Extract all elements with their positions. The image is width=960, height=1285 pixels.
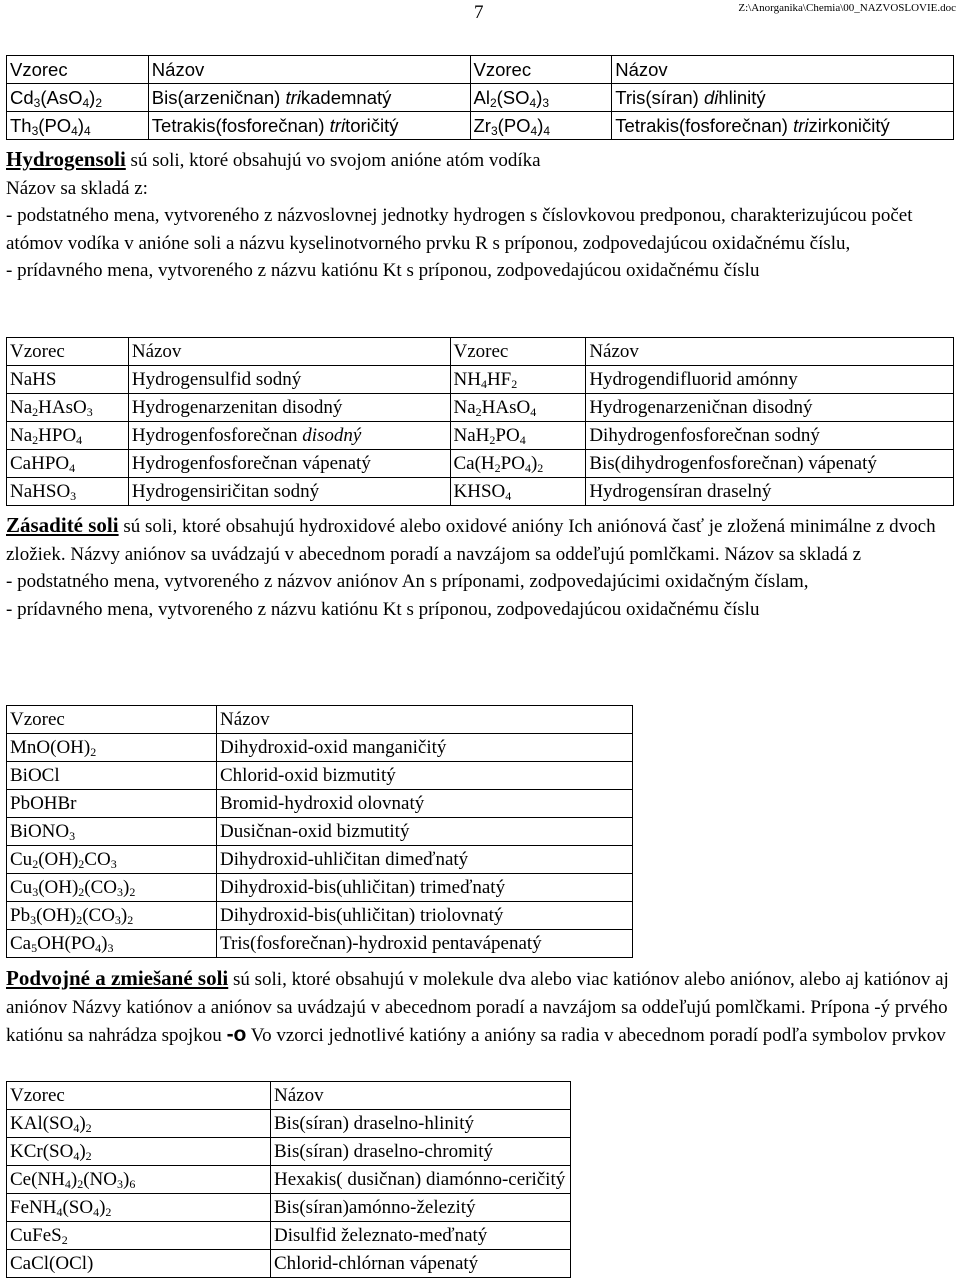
name-cell: Hydrogensulfid sodný <box>128 366 450 394</box>
formula-cell: $NH_4HF_2$ <box>450 366 586 394</box>
formula-cell: CuFeS$_2$ <box>7 1222 271 1250</box>
hydrogensoli-intro-text: sú soli, ktoré obsahujú vo svojom anióne atóm vodíka <box>125 150 541 171</box>
column-header: Názov <box>217 706 633 734</box>
table-row <box>7 930 633 958</box>
column-header: Názov <box>128 338 450 366</box>
formula-cell: NaHSO$_3$ <box>7 478 129 506</box>
zasadite-table <box>6 705 633 958</box>
table-row <box>7 1222 571 1250</box>
hydrogensoli-table <box>6 337 954 506</box>
column-header: Vzorec <box>450 338 586 366</box>
formula-cell: $Ce(NH_4)_2(NO_3)_6$ <box>7 1166 271 1194</box>
table-row <box>7 790 633 818</box>
name-cell: Hydrogendifluorid amónny <box>586 366 954 394</box>
column-header: Názov <box>586 338 954 366</box>
hydrogensoli-item-2: - prídavného mena, vytvoreného z názvu katiónu Kt s príponou, zodpovedajúcou oxidačnému číslu <box>6 260 760 281</box>
connector-o: -o <box>226 1023 247 1046</box>
page-number: 7 <box>474 2 484 23</box>
name-cell: Tetrakis(fosforečnan) trizirkoničitý <box>612 112 954 140</box>
name-cell: Hydrogensíran draselný <box>586 478 954 506</box>
name-cell: Dihydroxid-bis(uhličitan) triolovnatý <box>217 902 633 930</box>
formula-cell: $Ca_5OH(PO_4)_3$ <box>7 930 217 958</box>
table-row <box>7 84 954 112</box>
hydrogensoli-intro <box>6 146 954 175</box>
column-header: Vzorec <box>7 338 129 366</box>
formula-cell: BiONO$_3$ <box>7 818 217 846</box>
zasadite-intro <box>6 512 954 568</box>
name-cell: Bis(síran) draselno-chromitý <box>271 1138 571 1166</box>
zasadite-section <box>6 512 954 623</box>
table-header-row <box>7 338 954 366</box>
formula-cell: CaCl(OCl) <box>7 1250 271 1278</box>
zasadite-heading: Zásadité soli <box>6 513 119 537</box>
table-podvojne <box>6 1081 954 1278</box>
hydrogensoli-item-1: - podstatného mena, vytvoreného z názvoslovnej jednotky hydrogen s číslovkovou predponou, charakterizujúcou počet atómov vodíka v anióne soli a názvu kyselinotvorného prvku R s príponou, zodpovedajúcou oxidačnému číslu, <box>6 205 913 254</box>
name-cell: Hydrogensiričitan sodný <box>128 478 450 506</box>
name-cell: Hydrogenfosforečnan disodný <box>128 422 450 450</box>
name-cell: Tris(síran) dihlinitý <box>612 84 954 112</box>
formula-cell: NaHS <box>7 366 129 394</box>
podvojne-table <box>6 1081 571 1278</box>
table-row <box>7 1250 571 1278</box>
name-cell: Hexakis( dusičnan) diamónno-ceričitý <box>271 1166 571 1194</box>
name-cell: Bis(arzeničnan) trikademnatý <box>148 84 470 112</box>
podvojne-heading: Podvojné a zmiešané soli <box>6 966 229 990</box>
table-row <box>7 734 633 762</box>
table-row <box>7 1194 571 1222</box>
formula-cell: $Pb_3(OH)_2(CO_3)_2$ <box>7 902 217 930</box>
formula-cell: $Na_2HPO_4$ <box>7 422 129 450</box>
name-cell: Tetrakis(fosforečnan) tritoričitý <box>148 112 470 140</box>
table-row <box>7 1138 571 1166</box>
table-row <box>7 846 633 874</box>
table-row <box>7 902 633 930</box>
column-header: Vzorec <box>470 56 612 84</box>
zasadite-item-2: - prídavného mena, vytvoreného z názvu katiónu Kt s príponou, zodpovedajúcou oxidačnému číslu <box>6 598 760 620</box>
zasadite-item-1: - podstatného mena, vytvoreného z názvov aniónov An s príponami, zodpovedajúcimi oxidačným číslam, <box>6 571 809 592</box>
table-basic-salts <box>6 55 954 140</box>
name-cell: Bis(síran) draselno-hlinitý <box>271 1110 571 1138</box>
formula-cell: $KAl(SO_4)_2$ <box>7 1110 271 1138</box>
hydrogensoli-composition: Názov sa skladá z: <box>6 177 148 199</box>
podvojne-text <box>6 965 954 1050</box>
table-header-row <box>7 56 954 84</box>
name-cell: Dihydroxid-uhličitan dimeďnatý <box>217 846 633 874</box>
table-row <box>7 366 954 394</box>
column-header: Názov <box>612 56 954 84</box>
formula-cell: $Cu_3(OH)_2(CO_3)_2$ <box>7 874 217 902</box>
formula-cell: $Ca(H_2PO_4)_2$ <box>450 450 586 478</box>
table-header-row <box>7 706 633 734</box>
table-row <box>7 478 954 506</box>
table-row <box>7 874 633 902</box>
formula-cell: $MnO(OH)_2$ <box>7 734 217 762</box>
name-cell: Tris(fosforečnan)-hydroxid pentavápenatý <box>217 930 633 958</box>
name-cell: Dihydroxid-oxid manganičitý <box>217 734 633 762</box>
salts-table <box>6 55 954 140</box>
formula-cell: $Th_3(PO_4)_4$ <box>7 112 149 140</box>
document-path: Z:\Anorganika\Chemia\00_NAZVOSLOVIE.doc <box>738 2 956 14</box>
name-cell: Chlorid-oxid bizmutitý <box>217 762 633 790</box>
podvojne-text-1: sú soli, ktoré obsahujú v molekule dva alebo viac katiónov alebo aniónov, alebo aj katiónov aj aniónov Názvy katiónov a aniónov sa uvádzajú v abecednom poradí a navzájom sa oddeľujú pomlčkami. Prípona -ý prvého katiónu sa nahrádza spojkou <box>6 969 949 1046</box>
name-cell: Hydrogenarzeničnan disodný <box>586 394 954 422</box>
formula-cell: $Na_2HAsO_3$ <box>7 394 129 422</box>
column-header: Vzorec <box>7 56 149 84</box>
table-hydrogensoli <box>6 337 954 506</box>
formula-cell: $KHSO_4$ <box>450 478 586 506</box>
formula-cell: $Na_2HAsO_4$ <box>450 394 586 422</box>
formula-cell: $NaH_2PO_4$ <box>450 422 586 450</box>
column-header: Vzorec <box>7 706 217 734</box>
name-cell: Bis(dihydrogenfosforečnan) vápenatý <box>586 450 954 478</box>
table-zasadite <box>6 705 954 958</box>
column-header: Názov <box>271 1082 571 1110</box>
zasadite-intro-text: sú soli, ktoré obsahujú hydroxidové alebo oxidové anióny Ich aniónová časť je zložená minimálne z dvoch zložiek. Názvy aniónov sa uvádzajú v abecednom poradí a navzájom sa oddeľujú pomlčkami. Názov sa skladá z <box>6 516 936 565</box>
table-row <box>7 818 633 846</box>
name-cell: Bis(síran)amónno-železitý <box>271 1194 571 1222</box>
name-cell: Hydrogenarzenitan disodný <box>128 394 450 422</box>
table-row <box>7 1166 571 1194</box>
hydrogensoli-section <box>6 146 954 285</box>
podvojne-section <box>6 965 954 1050</box>
table-row <box>7 112 954 140</box>
table-header-row <box>7 1082 571 1110</box>
table-row <box>7 762 633 790</box>
formula-cell: $Cu_2(OH)_2CO_3$ <box>7 846 217 874</box>
table-row <box>7 394 954 422</box>
table-row <box>7 1110 571 1138</box>
formula-cell: $Cd_3(AsO_4)_2$ <box>7 84 149 112</box>
table-row <box>7 422 954 450</box>
formula-cell: BiOCl <box>7 762 217 790</box>
name-cell: Dihydrogenfosforečnan sodný <box>586 422 954 450</box>
formula-cell: PbOHBr <box>7 790 217 818</box>
formula-cell: $FeNH_4(SO_4)_2$ <box>7 1194 271 1222</box>
formula-cell: $Zr_3(PO_4)_4$ <box>470 112 612 140</box>
name-cell: Chlorid-chlórnan vápenatý <box>271 1250 571 1278</box>
name-cell: Disulfid železnato-meďnatý <box>271 1222 571 1250</box>
column-header: Vzorec <box>7 1082 271 1110</box>
name-cell: Hydrogenfosforečnan vápenatý <box>128 450 450 478</box>
formula-cell: $Al_2(SO_4)_3$ <box>470 84 612 112</box>
formula-cell: $KCr(SO_4)_2$ <box>7 1138 271 1166</box>
table-row <box>7 450 954 478</box>
formula-cell: CaHPO$_4$ <box>7 450 129 478</box>
name-cell: Dihydroxid-bis(uhličitan) trimeďnatý <box>217 874 633 902</box>
name-cell: Bromid-hydroxid olovnatý <box>217 790 633 818</box>
column-header: Názov <box>148 56 470 84</box>
name-cell: Dusičnan-oxid bizmutitý <box>217 818 633 846</box>
hydrogensoli-heading: Hydrogensoli <box>6 147 126 171</box>
podvojne-text-2: Vo vzorci jednotlivé katióny a anióny sa radia v abecednom poradí podľa symbolov prvkov <box>246 1025 946 1046</box>
